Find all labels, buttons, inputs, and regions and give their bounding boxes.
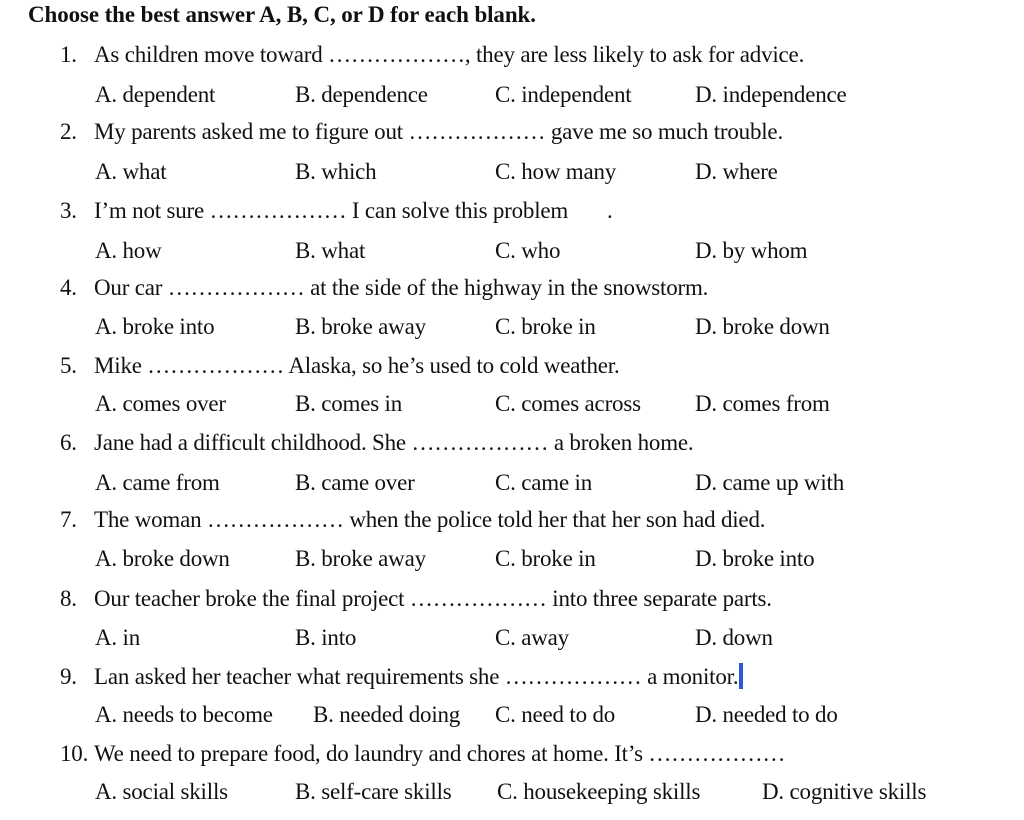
question-5 <box>60 353 620 379</box>
question-text: We need to prepare food, do laundry and chores at home. It’s ……………… <box>94 741 786 766</box>
question-number: 2. <box>60 119 77 144</box>
option-c: C. broke in <box>495 314 596 339</box>
option-d: D. needed to do <box>695 702 838 727</box>
option-a: A. needs to become <box>95 702 273 727</box>
option-a: A. came from <box>95 470 220 495</box>
option-b: B. came over <box>295 470 415 495</box>
option-a: A. comes over <box>95 391 226 416</box>
option-a: A. dependent <box>95 82 216 107</box>
question-text: Our teacher broke the final project ……………… into three separate parts. <box>94 586 772 611</box>
question-number: 6. <box>60 430 77 455</box>
question-3 <box>60 198 613 224</box>
option-d: D. broke down <box>695 314 830 339</box>
question-1 <box>60 42 804 68</box>
question-number: 9. <box>60 664 77 689</box>
worksheet-heading: Choose the best answer A, B, C, or D for each blank. <box>28 2 536 27</box>
question-number: 8. <box>60 586 77 611</box>
option-d: D. down <box>695 625 773 650</box>
question-number: 3. <box>60 198 77 223</box>
option-b: B. dependence <box>295 82 428 107</box>
text-cursor <box>739 663 743 689</box>
question-number: 7. <box>60 507 77 532</box>
option-a: A. in <box>95 625 141 650</box>
question-10 <box>60 741 785 767</box>
question-text: Lan asked her teacher what requirements she ……………… a monitor. <box>94 664 739 689</box>
option-b: B. into <box>295 625 357 650</box>
question-9 <box>60 663 743 690</box>
option-d: D. comes from <box>695 391 830 416</box>
option-b: B. what <box>295 238 366 263</box>
option-d: D. where <box>695 159 778 184</box>
option-c: C. comes across <box>495 391 641 416</box>
option-d: D. came up with <box>695 470 845 495</box>
option-c: C. how many <box>495 159 617 184</box>
question-text: As children move toward ………………, they are less likely to ask for advice. <box>94 42 805 67</box>
question-text: The woman ……………… when the police told her that her son had died. <box>94 507 766 532</box>
option-d: D. cognitive skills <box>762 779 927 804</box>
question-4 <box>60 275 708 301</box>
question-6 <box>60 430 693 456</box>
option-b: B. which <box>295 159 377 184</box>
question-number: 4. <box>60 275 77 300</box>
option-a: A. broke down <box>95 546 230 571</box>
option-a: A. social skills <box>95 779 228 804</box>
option-b: B. self-care skills <box>295 779 452 804</box>
option-b: B. broke away <box>295 546 426 571</box>
option-b: B. broke away <box>295 314 426 339</box>
option-c: C. housekeeping skills <box>497 779 701 804</box>
option-c: C. broke in <box>495 546 596 571</box>
option-a: A. broke into <box>95 314 215 339</box>
question-text: Mike ……………… Alaska, so he’s used to cold weather. <box>94 353 620 378</box>
question-number: 5. <box>60 353 77 378</box>
option-c: C. independent <box>495 82 632 107</box>
question-7 <box>60 507 765 533</box>
question-text: Jane had a difficult childhood. She ……………… a broken home. <box>94 430 694 455</box>
question-8 <box>60 586 772 612</box>
question-number: 1. <box>60 42 77 67</box>
question-number: 10. <box>60 741 89 766</box>
option-c: C. need to do <box>495 702 616 727</box>
question-text: My parents asked me to figure out ……………… gave me so much trouble. <box>94 119 783 144</box>
option-a: A. what <box>95 159 167 184</box>
option-b: B. needed doing <box>313 702 461 727</box>
option-a: A. how <box>95 238 162 263</box>
option-d: D. broke into <box>695 546 815 571</box>
option-d: D. independence <box>695 82 847 107</box>
option-c: C. who <box>495 238 561 263</box>
option-d: D. by whom <box>695 238 808 263</box>
option-b: B. comes in <box>295 391 403 416</box>
question-text: Our car ……………… at the side of the highway in the snowstorm. <box>94 275 709 300</box>
question-text: I’m not sure ……………… I can solve this problem . <box>94 198 613 223</box>
question-2 <box>60 119 783 145</box>
option-c: C. away <box>495 625 569 650</box>
option-c: C. came in <box>495 470 592 495</box>
